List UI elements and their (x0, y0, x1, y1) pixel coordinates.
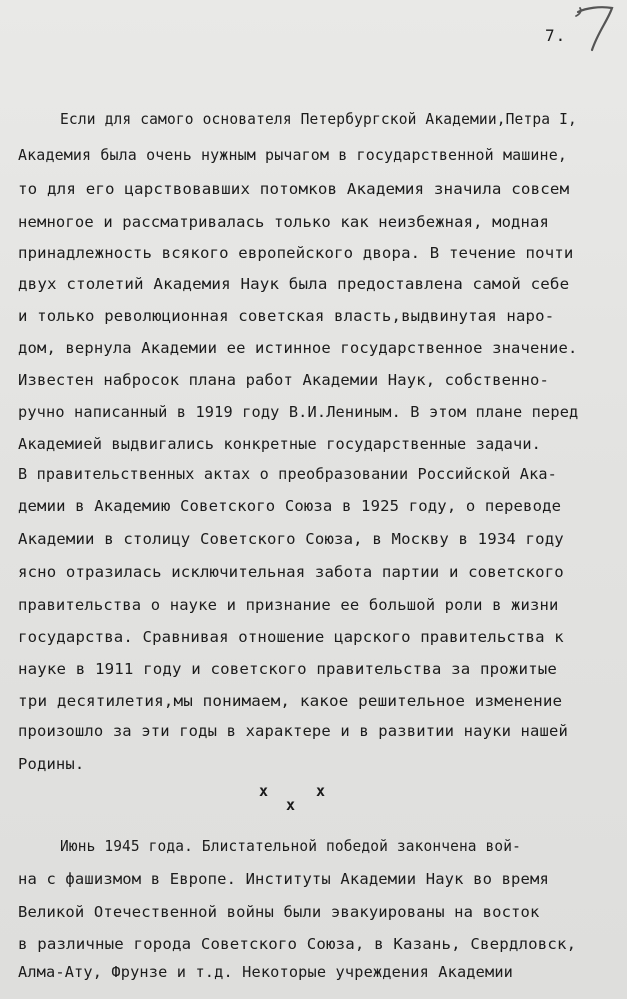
text-line: Академии в столицу Советского Союза, в Москву в 1934 году (18, 530, 564, 548)
text-line: Июнь 1945 года. Блистательной победой закончена вой- (60, 837, 522, 855)
text-line: и только революционная советская власть,выдвинутая наро- (18, 307, 555, 325)
text-line: то для его царствовавших потомков Академия значила совсем (18, 180, 570, 198)
text-line: В правительственных актах о преобразовании Российской Ака- (18, 465, 557, 483)
text-line: в различные города Советского Союза, в Казань, Свердловск, (18, 935, 577, 953)
text-line: три десятилетия,мы понимаем, какое решительное изменение (18, 692, 563, 710)
section-separator-mark: x (286, 796, 296, 814)
text-line: ясно отразилась исключительная забота партии и советского (18, 563, 564, 581)
text-line: дом, вернула Академии ее истинное государственное значение. (18, 339, 578, 357)
text-line: принадлежность всякого европейского двора. В течение почти (18, 244, 574, 262)
text-line: Великой Отечественной войны были эвакуированы на восток (18, 903, 540, 921)
text-line: на с фашизмом в Европе. Институты Академии Наук во время (18, 870, 549, 888)
text-line: ручно написанный в 1919 году В.И.Лениным. В этом плане перед (18, 403, 579, 421)
text-line: произошло за эти годы в характере и в развитии науки нашей (18, 722, 568, 740)
section-separator-mark: x (259, 782, 269, 800)
text-line: немногое и рассматривалась только как неизбежная, модная (18, 213, 549, 231)
text-line: Академией выдвигались конкретные государственные задачи. (18, 435, 542, 453)
handwritten-page-number-mark (572, 2, 622, 54)
text-line: Родины. (18, 755, 85, 773)
text-line: Алма-Ату, Фрунзе и т.д. Некоторые учреждения Академии (18, 963, 514, 981)
text-line: Если для самого основателя Петербургской Академии,Петра I, (60, 110, 577, 128)
section-separator-mark: x (316, 782, 326, 800)
text-line: Академия была очень нужным рычагом в государственной машине, (18, 146, 568, 164)
text-line: демии в Академию Советского Союза в 1925 году, о переводе (18, 497, 562, 515)
text-line: государства. Сравнивая отношение царского правительства к (18, 628, 564, 646)
text-line: правительства о науке и признание ее большой роли в жизни (18, 596, 559, 614)
text-line: науке в 1911 году и советского правительства за прожитые (18, 660, 557, 678)
page-number: 7. (545, 26, 567, 45)
text-line: Известен набросок плана работ Академии Наук, собственно- (18, 371, 549, 389)
text-line: двух столетий Академия Наук была предоставлена самой себе (18, 275, 570, 293)
